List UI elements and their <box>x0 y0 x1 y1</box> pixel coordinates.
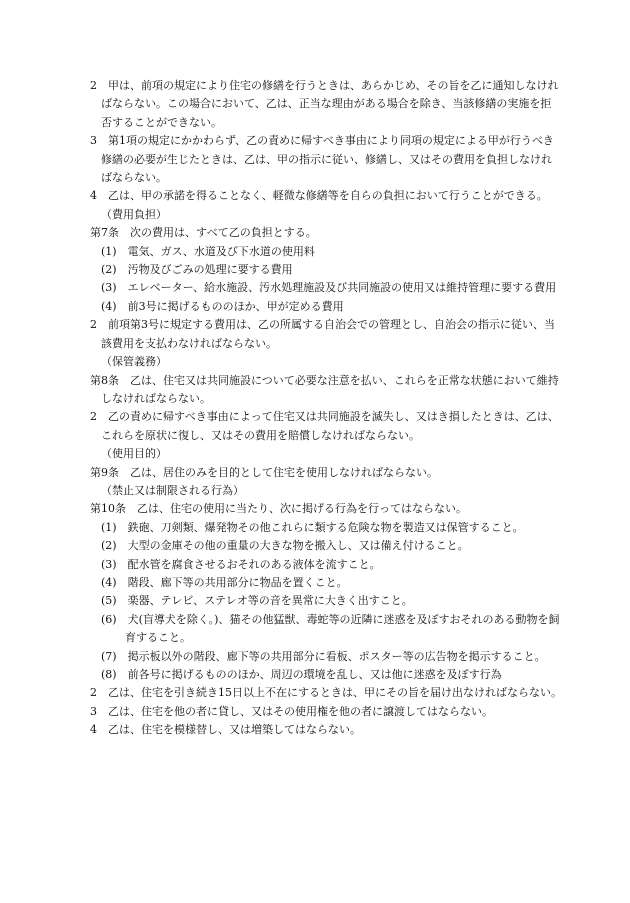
list-item: (4) 前3号に掲げるもののほか、甲が定める費用 <box>101 299 344 313</box>
list-item: (1) 電気、ガス、水道及び下水道の使用料 <box>101 244 315 258</box>
document-body <box>0 77 630 740</box>
paragraph: 4 乙は、甲の承諾を得ることなく、軽微な修繕等を自らの負担において行うことができる。 <box>90 189 548 203</box>
article-caption: （保管義務） <box>101 355 167 369</box>
article-caption: （禁止又は制限される行為） <box>101 483 244 497</box>
paragraph: 2 前項第3号に規定する費用は、乙の所属する自治会での管理とし、自治会の指示に従い、当該費用を支払わなければならない。 <box>90 318 555 350</box>
paragraph: 2 甲は、前項の規定により住宅の修繕を行うときは、あらかじめ、その旨を乙に通知しなければならない。この場合において、乙は、正当な理由がある場合を除き、当該修繕の実施を拒否することができない。 <box>90 79 559 129</box>
list-item: (3) 配水管を腐食させるおそれのある液体を流すこと。 <box>101 557 381 571</box>
list-item: (1) 鉄砲、刀剣類、爆発物その他これらに類する危険な物を製造又は保管すること。 <box>101 520 524 534</box>
list-item: (4) 階段、廊下等の共用部分に物品を置くこと。 <box>101 575 348 589</box>
list-item: (3) エレベーター、給水施設、汚水処理施設及び共同施設の使用又は維持管理に要する費用 <box>101 281 557 295</box>
paragraph: 3 第1項の規定にかかわらず、乙の責めに帰すべき事由により同項の規定による甲が行うべき修繕の必要が生じたときは、乙は、甲の指示に従い、修繕し、又はその費用を負担しなければならない。 <box>90 134 554 185</box>
list-item: (2) 大型の金庫その他の重量の大きな物を搬入し、又は備え付けること。 <box>101 539 469 553</box>
paragraph: 2 乙は、住宅を引き続き15日以上不在にするときは、甲にその旨を届け出なければならない。 <box>90 686 562 700</box>
paragraph: 3 乙は、住宅を他の者に貸し、又はその使用権を他の者に譲渡してはならない。 <box>90 704 493 718</box>
article-heading: 第10条 乙は、住宅の使用に当たり、次に掲げる行為を行ってはならない。 <box>90 502 467 516</box>
paragraph: 4 乙は、住宅を模様替し、又は増築してはならない。 <box>90 723 361 737</box>
paragraph: 2 乙の責めに帰すべき事由によって住宅又は共同施設を滅失し、又はき損したときは、乙は、これらを原状に復し、又はその費用を賠償しなければならない。 <box>90 410 559 442</box>
article-heading: 第8条 乙は、住宅又は共同施設について必要な注意を払い、これらを正常な状態において維持しなければならない。 <box>90 373 559 405</box>
list-item: (2) 汚物及びごみの処理に要する費用 <box>101 263 293 277</box>
article-caption: （使用目的） <box>101 447 167 461</box>
list-item: (7) 掲示板以外の階段、廊下等の共用部分に看板、ポスター等の広告物を掲示すること。 <box>101 649 546 663</box>
article-heading: 第7条 次の費用は、すべて乙の負担とする。 <box>90 226 317 240</box>
list-item: (6) 犬(盲導犬を除く。)、猫その他猛獣、毒蛇等の近隣に迷惑を及ぼすおそれのある動物を飼育すること。 <box>101 612 560 645</box>
list-item: (8) 前各号に掲げるもののほか、周辺の環境を乱し、又は他に迷惑を及ぼす行為 <box>101 668 502 681</box>
article-caption: （費用負担） <box>101 207 167 221</box>
article-heading: 第9条 乙は、居住のみを目的として住宅を使用しなければならない。 <box>90 465 438 479</box>
list-item: (5) 楽器、テレビ、ステレオ等の音を異常に大きく出すこと。 <box>101 594 413 608</box>
